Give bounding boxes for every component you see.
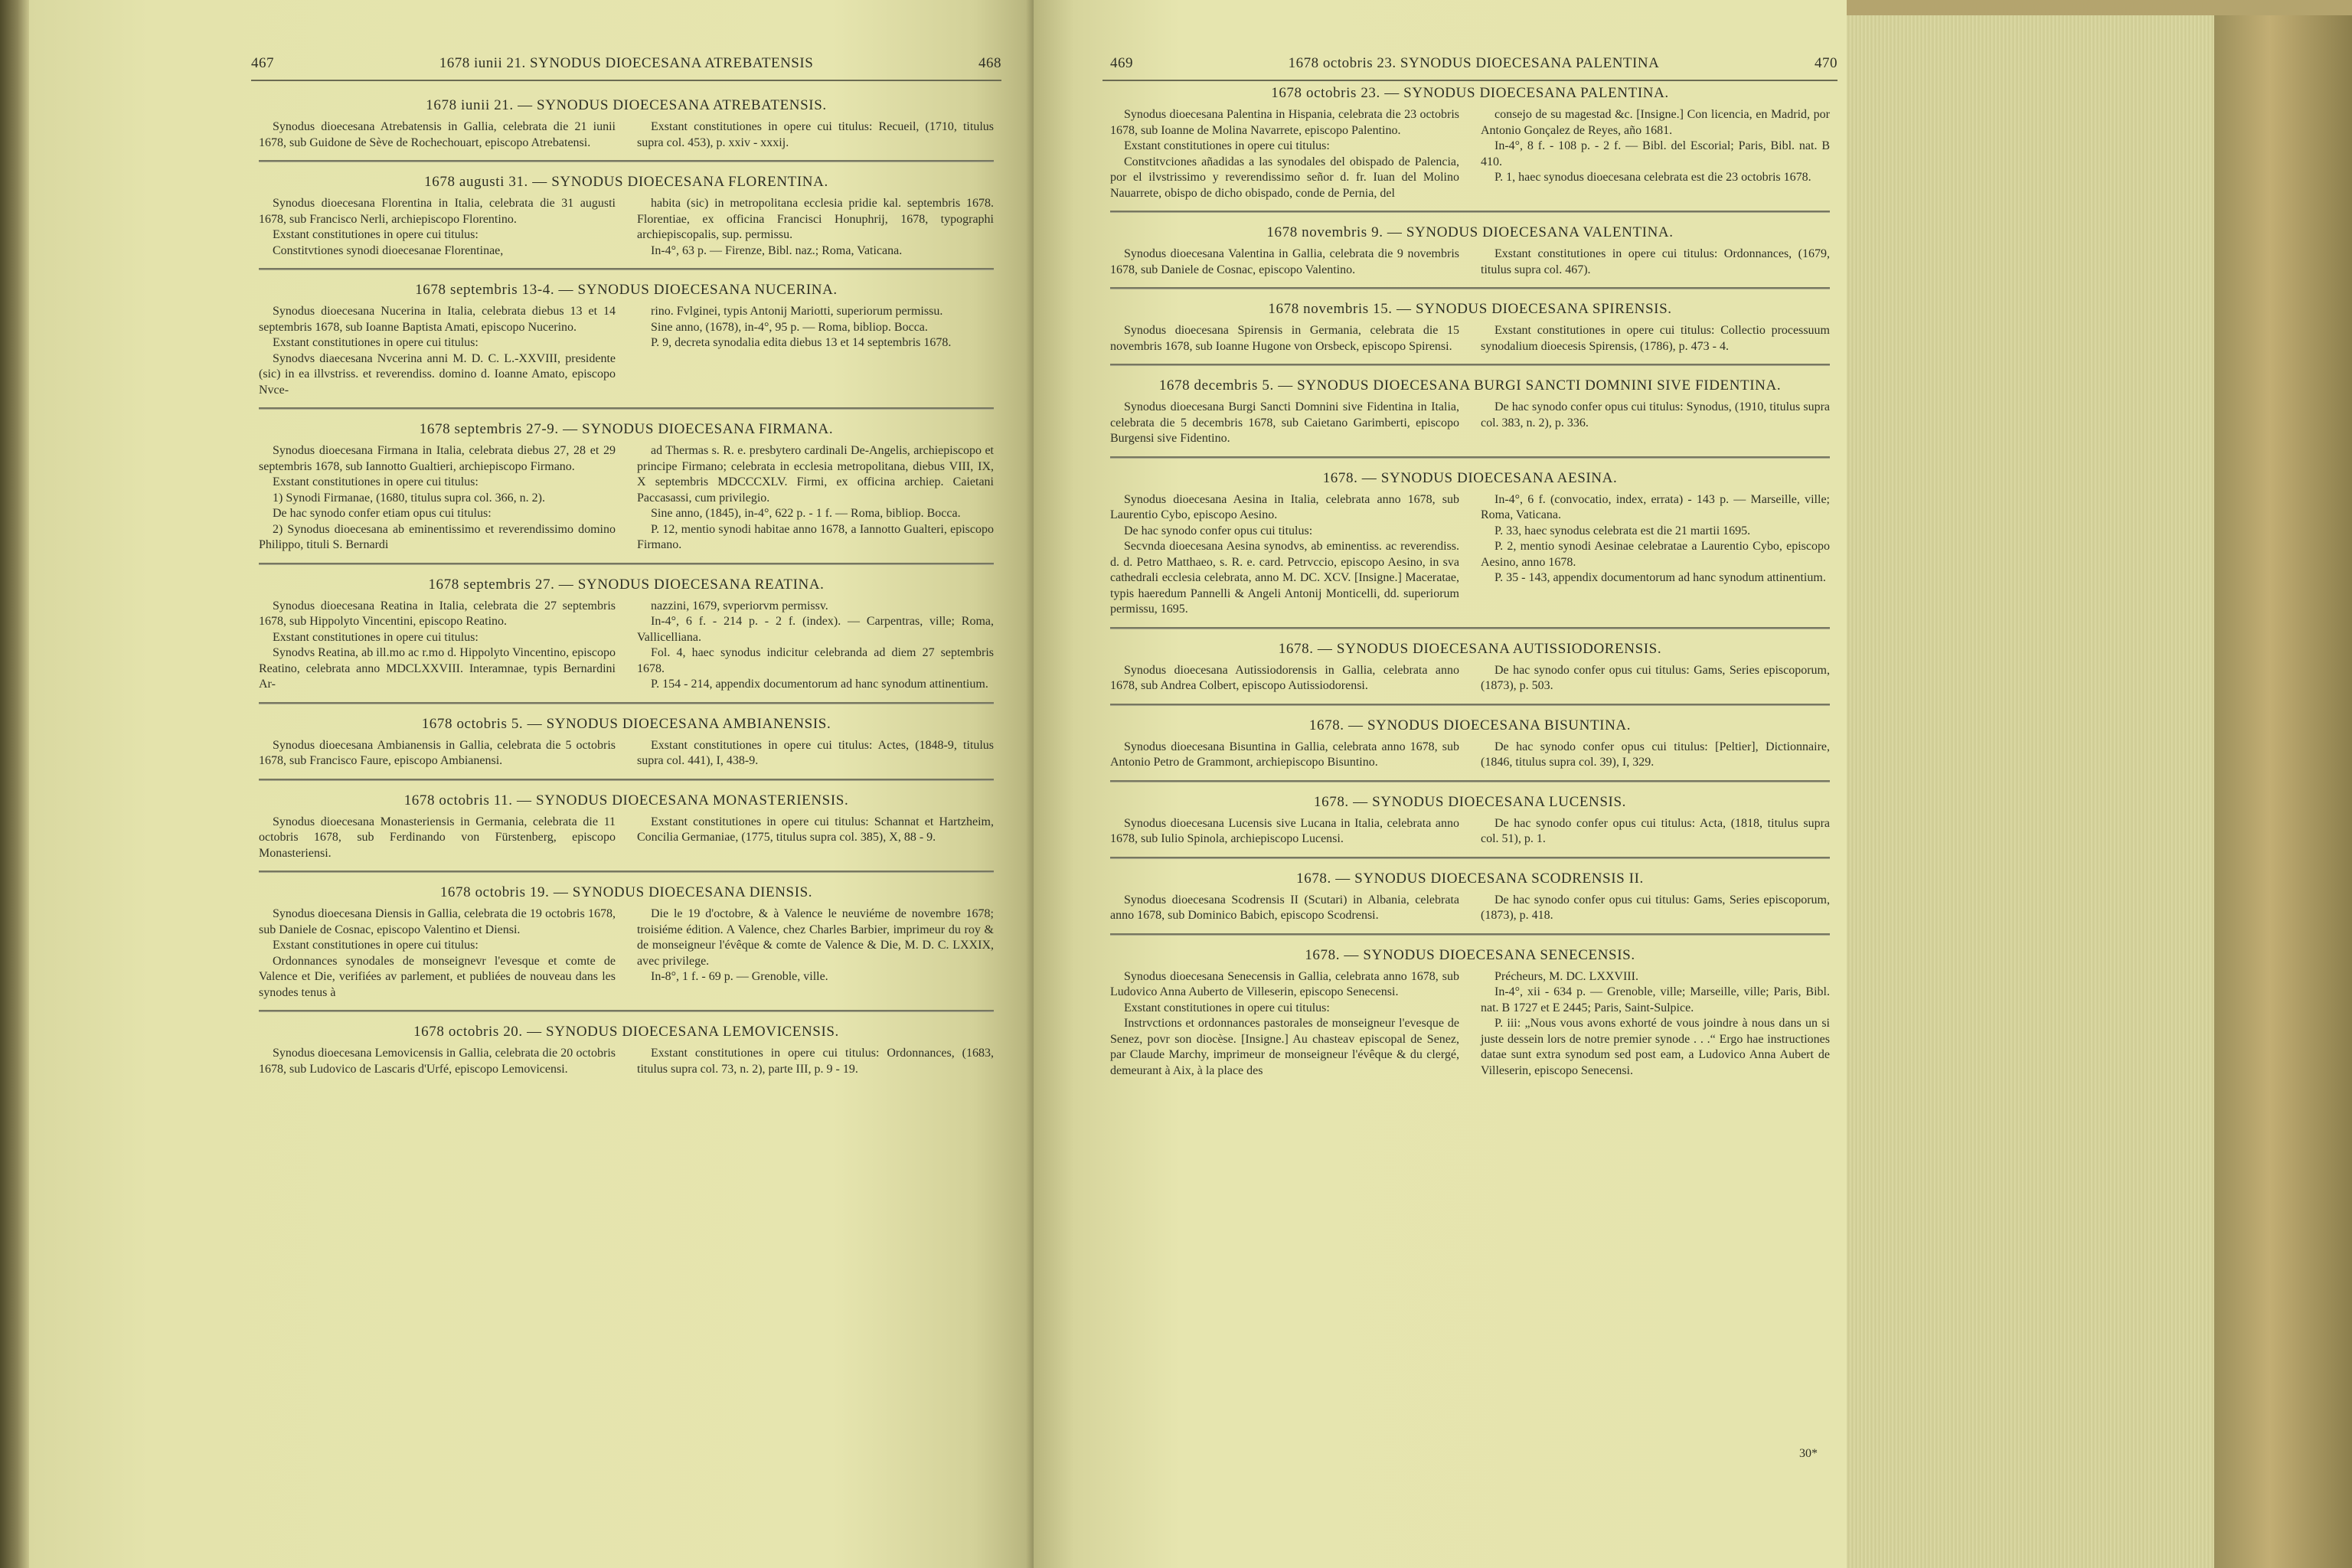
- entry-paragraph: Synodus dioecesana Diensis in Gallia, celebrata die 19 octobris 1678, sub Daniele de Cosnac, episcopo Valentino et Diensi.: [259, 907, 616, 936]
- entry-title: 1678. — SYNODUS DIOECESANA SCODRENSIS II.: [1296, 870, 1644, 887]
- entry-column: [1481, 893, 1830, 924]
- entry-column: [259, 815, 616, 862]
- entry-paragraph: Synodus dioecesana Valentina in Gallia, celebrata die 9 novembris 1678, sub Daniele de Cosnac, episcopo Valentino.: [1110, 247, 1459, 276]
- entry-paragraph: Ordonnances synodales de monseignevr l'evesque et comte de Valence et Die, verifiées av parlement, et publiées de nouveau dans les synodes tenus à: [259, 954, 616, 999]
- entry-paragraph: Exstant constitutiones in opere cui titulus:: [273, 336, 479, 349]
- entry-column: [259, 906, 616, 1001]
- signature-mark: 30*: [1799, 1447, 1818, 1460]
- entry-paragraph: In-4°, xii - 634 p. — Grenoble, ville; Marseille, ville; Paris, Bibl. nat. B 1727 et E 2445; Paris, Saint-Sulpice.: [1481, 985, 1830, 1014]
- entry-paragraph: Exstant constitutiones in opere cui titulus:: [1124, 1001, 1330, 1014]
- entry-paragraph: 2) Synodus dioecesana ab eminentissimo et reverendissimo domino Philippo, tituli S. Bernardi: [259, 522, 616, 551]
- entry-column: [1110, 663, 1459, 694]
- entry-paragraph: In-4°, 8 f. - 108 p. - 2 f. — Bibl. del Escorial; Paris, Bibl. nat. B 410.: [1481, 139, 1830, 168]
- entry-column: [1110, 492, 1459, 618]
- entry-column: [1110, 893, 1459, 924]
- entry-column: [637, 599, 994, 693]
- entry-separator: [259, 702, 994, 704]
- synod-entry: [259, 420, 994, 554]
- entry-body: [259, 119, 994, 151]
- entry-separator: [259, 779, 994, 781]
- entry-paragraph: De hac synodo confer opus cui titulus: Acta, (1818, titulus supra col. 51), p. 1.: [1481, 816, 1830, 845]
- entry-paragraph: nazzini, 1679, svperiorvm permissv.: [651, 599, 828, 612]
- entry-title: 1678 octobris 5. — SYNODUS DIOECESANA AMBIANENSIS.: [421, 715, 831, 732]
- entry-paragraph: Synodus dioecesana Lucensis sive Lucana in Italia, celebrata anno 1678, sub Iulio Spinola, archiepiscopo Lucensi.: [1110, 816, 1459, 845]
- page-number-467: 467: [251, 55, 274, 71]
- entry-title: 1678 septembris 13-4. — SYNODUS DIOECESANA NUCERINA.: [415, 282, 838, 298]
- entry-separator: [1110, 364, 1830, 366]
- entry-column: [637, 443, 994, 554]
- entry-title: 1678 decembris 5. — SYNODUS DIOECESANA BURGI SANCTI DOMNINI SIVE FIDENTINA.: [1158, 377, 1782, 394]
- entry-body: [1110, 663, 1830, 694]
- entry-body: [1110, 400, 1830, 447]
- entry-title: 1678 octobris 23. — SYNODUS DIOECESANA PALENTINA.: [1271, 85, 1669, 101]
- entry-title: 1678. — SYNODUS DIOECESANA SENECENSIS.: [1305, 946, 1635, 963]
- entry-title: 1678 septembris 27. — SYNODUS DIOECESANA REATINA.: [428, 576, 825, 593]
- synod-entry: [1110, 717, 1830, 771]
- entry-paragraph: Sine anno, (1678), in-4°, 95 p. — Roma, bibliop. Bocca.: [651, 320, 928, 334]
- entry-title: 1678 novembris 15. — SYNODUS DIOECESANA SPIRENSIS.: [1268, 301, 1672, 317]
- entry-column: [259, 119, 616, 151]
- entry-column: [1110, 323, 1459, 354]
- synod-entry: [1110, 300, 1830, 354]
- entry-paragraph: Précheurs, M. DC. LXXVIII.: [1494, 969, 1638, 983]
- entry-paragraph: De hac synodo confer opus cui titulus: Gams, Series episcoporum, (1873), p. 503.: [1481, 663, 1830, 692]
- entry-column: [1110, 400, 1459, 447]
- entry-column: [637, 196, 994, 259]
- entry-paragraph: 1) Synodi Firmanae, (1680, titulus supra col. 366, n. 2).: [273, 491, 545, 505]
- synod-entry: [259, 1023, 994, 1077]
- synod-entry: [259, 792, 994, 862]
- entry-paragraph: Synodus dioecesana Firmana in Italia, celebrata diebus 27, 28 et 29 septembris 1678, sub Iannotto Gualtieri, archiepiscopo Firmano.: [259, 444, 616, 473]
- entry-column: [1110, 107, 1459, 201]
- entry-separator: [1110, 933, 1830, 936]
- entry-paragraph: Secvnda dioecesana Aesina synodvs, ab eminentiss. ac reverendiss. d. d. Petro Matthaeo, s. R. e. card. Petrvccio, episcopo Aesino, in sva cathedrali ecclesia celebrata, anno M. DC. XCV. [Insigne.] Maceratae, typis haeredum Pannelli & Angeli Antonij Monticelli, dd. superiorum permissu, 1695.: [1110, 540, 1459, 616]
- entry-paragraph: Synodus dioecesana Ambianensis in Gallia, celebrata die 5 octobris 1678, sub Francisco Faure, episcopo Ambianensi.: [259, 738, 616, 767]
- entry-paragraph: In-4°, 6 f. - 214 p. - 2 f. (index). — Carpentras, ville; Roma, Vallicelliana.: [637, 615, 994, 644]
- entry-column: [637, 304, 994, 398]
- entry-column: [637, 815, 994, 862]
- entry-paragraph: Synodus dioecesana Florentina in Italia, celebrata die 31 augusti 1678, sub Francisco Nerli, archiepiscopo Florentino.: [259, 197, 616, 226]
- entry-title: 1678 iunii 21. — SYNODUS DIOECESANA ATREBATENSIS.: [426, 97, 827, 113]
- entry-body: [259, 304, 994, 398]
- entry-paragraph: consejo de su magestad &c. [Insigne.] Con licencia, en Madrid, por Antonio Gonçalez de Reyes, año 1681.: [1481, 108, 1830, 137]
- entry-body: [259, 443, 994, 554]
- right-running-title: 1678 octobris 23. SYNODUS DIOECESANA PALENTINA: [1288, 55, 1660, 71]
- entry-separator: [1110, 780, 1830, 782]
- synod-entry: [259, 96, 994, 151]
- page-number-468: 468: [978, 55, 1001, 71]
- entry-paragraph: Die le 19 d'octobre, & à Valence le neuviéme de novembre 1678; troisiéme édition. A Valence, chez Charles Barbier, imprimeur du roy & de monseigneur l'évêque & comte de Valence & Die, M. D. C. LXXIX, avec privilege.: [637, 907, 994, 968]
- entry-body: [259, 599, 994, 693]
- entry-column: [259, 599, 616, 693]
- right-running-head: [1110, 55, 1838, 72]
- entry-body: [259, 815, 994, 862]
- page-number-469: 469: [1110, 55, 1133, 71]
- entry-paragraph: De hac synodo confer opus cui titulus: Gams, Series episcoporum, (1873), p. 418.: [1481, 893, 1830, 922]
- entry-paragraph: Synodus dioecesana Reatina in Italia, celebrata die 27 septembris 1678, sub Hippolyto Vincentini, episcopo Reatino.: [259, 599, 616, 628]
- entry-paragraph: Synodus dioecesana Monasteriensis in Germania, celebrata die 11 octobris 1678, sub Ferdinando von Fürstenberg, episcopo Monasteriensi.: [259, 815, 616, 860]
- synod-entry: [1110, 469, 1830, 618]
- entry-paragraph: Synodus dioecesana Atrebatensis in Gallia, celebrata die 21 iunii 1678, sub Guidone de Sève de Rochechouart, episcopo Atrebatensi.: [259, 120, 616, 149]
- synod-entry: [1110, 640, 1830, 694]
- entry-paragraph: Synodus dioecesana Bisuntina in Gallia, celebrata anno 1678, sub Antonio Petro de Grammont, archiepiscopo Bisuntino.: [1110, 740, 1459, 769]
- entry-column: [259, 443, 616, 554]
- entry-paragraph: In-4°, 63 p. — Firenze, Bibl. naz.; Roma, Vaticana.: [651, 243, 903, 257]
- entry-column: [259, 1046, 616, 1077]
- entry-body: [1110, 740, 1830, 771]
- entry-paragraph: Synodus dioecesana Autissiodorensis in Gallia, celebrata anno 1678, sub Andrea Colbert, episcopo Autissiodorensi.: [1110, 663, 1459, 692]
- entry-paragraph: In-4°, 6 f. (convocatio, index, errata) - 143 p. — Marseille, ville; Roma, Vaticana.: [1481, 492, 1830, 521]
- entry-paragraph: Fol. 4, haec synodus indicitur celebranda ad diem 27 septembris 1678.: [637, 646, 994, 675]
- synod-entry: [259, 576, 994, 693]
- entry-title: 1678 novembris 9. — SYNODUS DIOECESANA VALENTINA.: [1266, 224, 1674, 240]
- entry-paragraph: Synodus dioecesana Palentina in Hispania, celebrata die 23 octobris 1678, sub Ioanne de Molina Navarrete, episcopo Palentino.: [1110, 108, 1459, 137]
- entry-paragraph: Synodvs Reatina, ab ill.mo ac r.mo d. Hippolyto Vincentino, episcopo Reatino, celebrata anno MDCLXXVIII. Interamnae, typis Bernardini Ar-: [259, 646, 616, 691]
- entry-paragraph: De hac synodo confer etiam opus cui titulus:: [273, 507, 492, 520]
- book-cover-top: [1847, 0, 2352, 15]
- entry-paragraph: Synodus dioecesana Lemovicensis in Gallia, celebrata die 20 octobris 1678, sub Ludovico de Lascaris d'Urfé, episcopo Lemovicensi.: [259, 1047, 616, 1076]
- entry-column: [637, 738, 994, 769]
- entry-column: [1481, 400, 1830, 447]
- entry-paragraph: Exstant constitutiones in opere cui titulus:: [273, 475, 479, 488]
- entry-paragraph: P. 9, decreta synodalia edita diebus 13 et 14 septembris 1678.: [651, 336, 952, 349]
- right-head-rule: [1102, 80, 1838, 81]
- entry-title: 1678 augusti 31. — SYNODUS DIOECESANA FLORENTINA.: [424, 174, 828, 190]
- entry-paragraph: Sine anno, (1845), in-4°, 622 p. - 1 f. — Roma, bibliop. Bocca.: [651, 507, 961, 520]
- synod-entry: [1110, 224, 1830, 278]
- entry-body: [259, 738, 994, 769]
- entry-paragraph: P. 33, haec synodus celebrata est die 21 martii 1695.: [1494, 524, 1751, 537]
- entry-paragraph: In-8°, 1 f. - 69 p. — Grenoble, ville.: [651, 970, 828, 983]
- entry-separator: [259, 563, 994, 565]
- entry-separator: [1110, 456, 1830, 459]
- entry-separator: [1110, 704, 1830, 706]
- entry-paragraph: Constitvtiones synodi dioecesanae Florentinae,: [273, 243, 504, 257]
- entry-column: [1481, 107, 1830, 201]
- entry-paragraph: Synodus dioecesana Burgi Sancti Domnini sive Fidentina in Italia, celebrata die 5 decembris 1678, sub Caietano Garimberti, episcopo Burgensi sive Fidentino.: [1110, 400, 1459, 445]
- entry-column: [1481, 969, 1830, 1080]
- entry-column: [1110, 740, 1459, 771]
- synod-entry: [1110, 870, 1830, 924]
- entry-separator: [259, 871, 994, 873]
- entry-paragraph: Constitvciones añadidas a las synodales del obispado de Palencia, por el ilvstrissimo y reverendissimo señor d. fr. Iuan del Molino Nauarrete, obispo de dicho obispado, conde de Pernia, del: [1110, 155, 1459, 200]
- entry-paragraph: Synodus dioecesana Senecensis in Gallia, celebrata anno 1678, sub Ludovico Anna Auberto de Villeserin, episcopo Senecensi.: [1110, 969, 1459, 998]
- left-running-title: 1678 iunii 21. SYNODUS DIOECESANA ATREBATENSIS: [439, 55, 814, 71]
- synod-entry: [1110, 84, 1830, 201]
- entry-paragraph: De hac synodo confer opus cui titulus: [Peltier], Dictionnaire, (1846, titulus supra col. 39), I, 329.: [1481, 740, 1830, 769]
- entry-title: 1678 octobris 20. — SYNODUS DIOECESANA LEMOVICENSIS.: [413, 1024, 839, 1040]
- entry-body: [259, 906, 994, 1001]
- entry-title: 1678 octobris 19. — SYNODUS DIOECESANA DIENSIS.: [439, 884, 813, 900]
- synod-entry: [259, 884, 994, 1001]
- entry-separator: [259, 160, 994, 162]
- left-running-head: [251, 55, 1001, 72]
- entry-column: [259, 738, 616, 769]
- entry-column: [637, 906, 994, 1001]
- page-number-470: 470: [1814, 55, 1838, 71]
- entry-title: 1678. — SYNODUS DIOECESANA LUCENSIS.: [1314, 793, 1626, 810]
- right-page: [1034, 0, 1847, 1568]
- entry-paragraph: Exstant constitutiones in opere cui titulus: Ordonnances, (1679, titulus supra col. 467).: [1481, 247, 1830, 276]
- entry-paragraph: Exstant constitutiones in opere cui titulus:: [273, 228, 479, 241]
- entry-body: [259, 1046, 994, 1077]
- left-entries: [259, 96, 994, 1085]
- entry-paragraph: Synodvs diaecesana Nvcerina anni M. D. C. L.-XXVIII, presidente (sic) in ea illvstriss. et reverendiss. domino d. Ioanne Amato, episcopo Nvce-: [259, 351, 616, 397]
- entry-column: [1110, 969, 1459, 1080]
- entry-body: [259, 196, 994, 259]
- page-block-edges: [1847, 0, 2214, 1568]
- entry-body: [1110, 247, 1830, 278]
- synod-entry: [1110, 946, 1830, 1080]
- synod-entry: [259, 281, 994, 398]
- entry-column: [259, 304, 616, 398]
- right-entries: [1110, 84, 1830, 1086]
- entry-paragraph: P. 2, mentio synodi Aesinae celebratae a Laurentio Cybo, episcopo Aesino, anno 1678.: [1481, 540, 1830, 569]
- entry-paragraph: P. 1, haec synodus dioecesana celebrata est die 23 octobris 1678.: [1494, 171, 1811, 184]
- entry-paragraph: Instrvctions et ordonnances pastorales de monseigneur l'evesque de Senez, povr son diocèse. [Insigne.] Au chasteav episcopal de Senez, par Claude Marchy, imprimeur de monseigneur l'évêque & du clergé, demeurant à Aix, à la place des: [1110, 1017, 1459, 1077]
- entry-body: [1110, 323, 1830, 354]
- entry-separator: [259, 1010, 994, 1012]
- entry-column: [1110, 816, 1459, 848]
- synod-entry: [259, 173, 994, 259]
- entry-paragraph: ad Thermas s. R. e. presbytero cardinali De-Angelis, archiepiscopo et principe Firmano; celebrata in ecclesia metropolitana, diebus VIII, IX, X septembris MDCCCXLV. Firmi, ex officina archiep. Caietani Paccasassi, cum privilegio.: [637, 444, 994, 505]
- entry-column: [1481, 740, 1830, 771]
- entry-paragraph: Exstant constitutiones in opere cui titulus: Actes, (1848-9, titulus supra col. 441), I, 438-9.: [637, 738, 994, 767]
- entry-separator: [1110, 287, 1830, 289]
- entry-paragraph: Synodus dioecesana Nucerina in Italia, celebrata diebus 13 et 14 septembris 1678, sub Ioanne Baptista Amati, episcopo Nucerino.: [259, 305, 616, 334]
- entry-separator: [1110, 211, 1830, 213]
- book-cover-edge: [2214, 0, 2352, 1568]
- entry-paragraph: Exstant constitutiones in opere cui titulus:: [273, 630, 479, 644]
- entry-title: 1678. — SYNODUS DIOECESANA AUTISSIODORENSIS.: [1278, 640, 1662, 657]
- entry-paragraph: P. iii: „Nous vous avons exhorté de vous joindre à nous dans un si juste dessein lors de notre premier synode . . .“ Ergo hae instructiones datae sunt extra synodum sed post eam, a Ludovico Anna Aubert de Villeserin, episcopo Senecensi.: [1481, 1017, 1830, 1077]
- entry-paragraph: Exstant constitutiones in opere cui titulus:: [1124, 139, 1330, 152]
- entry-column: [1481, 663, 1830, 694]
- entry-paragraph: P. 12, mentio synodi habitae anno 1678, a Iannotto Gualteri, episcopo Firmano.: [637, 522, 994, 551]
- entry-paragraph: Exstant constitutiones in opere cui titulus: Collectio processuum synodalium dioecesis Spirensis, (1786), p. 473 - 4.: [1481, 324, 1830, 353]
- left-page: [29, 0, 1034, 1568]
- entry-column: [1110, 247, 1459, 278]
- entry-column: [1481, 247, 1830, 278]
- entry-column: [1481, 816, 1830, 848]
- entry-column: [1481, 492, 1830, 618]
- entry-paragraph: habita (sic) in metropolitana ecclesia pridie kal. septembris 1678. Florentiae, ex officina Francisci Honuphrij, 1678, typographi archiepiscopalis, sup. permissu.: [637, 197, 994, 241]
- synod-entry: [259, 715, 994, 769]
- entry-separator: [259, 407, 994, 410]
- entry-paragraph: Exstant constitutiones in opere cui titulus: Schannat et Hartzheim, Concilia Germaniae, (1775, titulus supra col. 385), X, 88 - 9.: [637, 815, 994, 844]
- entry-body: [1110, 893, 1830, 924]
- entry-title: 1678 septembris 27-9. — SYNODUS DIOECESANA FIRMANA.: [419, 421, 834, 437]
- entry-title: 1678. — SYNODUS DIOECESANA AESINA.: [1322, 469, 1618, 486]
- entry-paragraph: De hac synodo confer opus cui titulus:: [1124, 524, 1313, 537]
- left-head-rule: [251, 80, 1001, 81]
- entry-body: [1110, 816, 1830, 848]
- entry-paragraph: P. 154 - 214, appendix documentorum ad hanc synodum attinentium.: [651, 678, 988, 691]
- entry-paragraph: Exstant constitutiones in opere cui titulus:: [273, 939, 479, 952]
- entry-body: [1110, 492, 1830, 618]
- book-left-edge: [0, 0, 29, 1568]
- entry-paragraph: Exstant constitutiones in opere cui titulus: Recueil, (1710, titulus supra col. 453), p. xxiv - xxxij.: [637, 120, 994, 149]
- entry-body: [1110, 107, 1830, 201]
- entry-column: [259, 196, 616, 259]
- entry-paragraph: Synodus dioecesana Aesina in Italia, celebrata anno 1678, sub Laurentio Cybo, episcopo Aesino.: [1110, 492, 1459, 521]
- entry-column: [1481, 323, 1830, 354]
- entry-separator: [259, 268, 994, 270]
- entry-separator: [1110, 627, 1830, 629]
- entry-paragraph: Exstant constitutiones in opere cui titulus: Ordonnances, (1683, titulus supra col. 73, n. 2), parte III, p. 9 - 19.: [637, 1047, 994, 1076]
- entry-title: 1678 octobris 11. — SYNODUS DIOECESANA MONASTERIENSIS.: [403, 792, 849, 808]
- synod-entry: [1110, 377, 1830, 447]
- entry-column: [637, 119, 994, 151]
- entry-paragraph: De hac synodo confer opus cui titulus: Synodus, (1910, titulus supra col. 383, n. 2), p. 336.: [1481, 400, 1830, 430]
- entry-paragraph: rino. Fvlginei, typis Antonij Mariotti, superiorum permissu.: [651, 305, 943, 318]
- entry-column: [637, 1046, 994, 1077]
- entry-paragraph: Synodus dioecesana Spirensis in Germania, celebrata die 15 novembris 1678, sub Ioanne Hugone von Orsbeck, episcopo Spirensi.: [1110, 324, 1459, 353]
- synod-entry: [1110, 793, 1830, 848]
- entry-paragraph: P. 35 - 143, appendix documentorum ad hanc synodum attinentium.: [1494, 571, 1826, 584]
- entry-paragraph: Synodus dioecesana Scodrensis II (Scutari) in Albania, celebrata anno 1678, sub Dominico Babich, episcopo Scodrensi.: [1110, 893, 1459, 922]
- entry-separator: [1110, 857, 1830, 859]
- entry-body: [1110, 969, 1830, 1080]
- entry-title: 1678. — SYNODUS DIOECESANA BISUNTINA.: [1308, 717, 1632, 733]
